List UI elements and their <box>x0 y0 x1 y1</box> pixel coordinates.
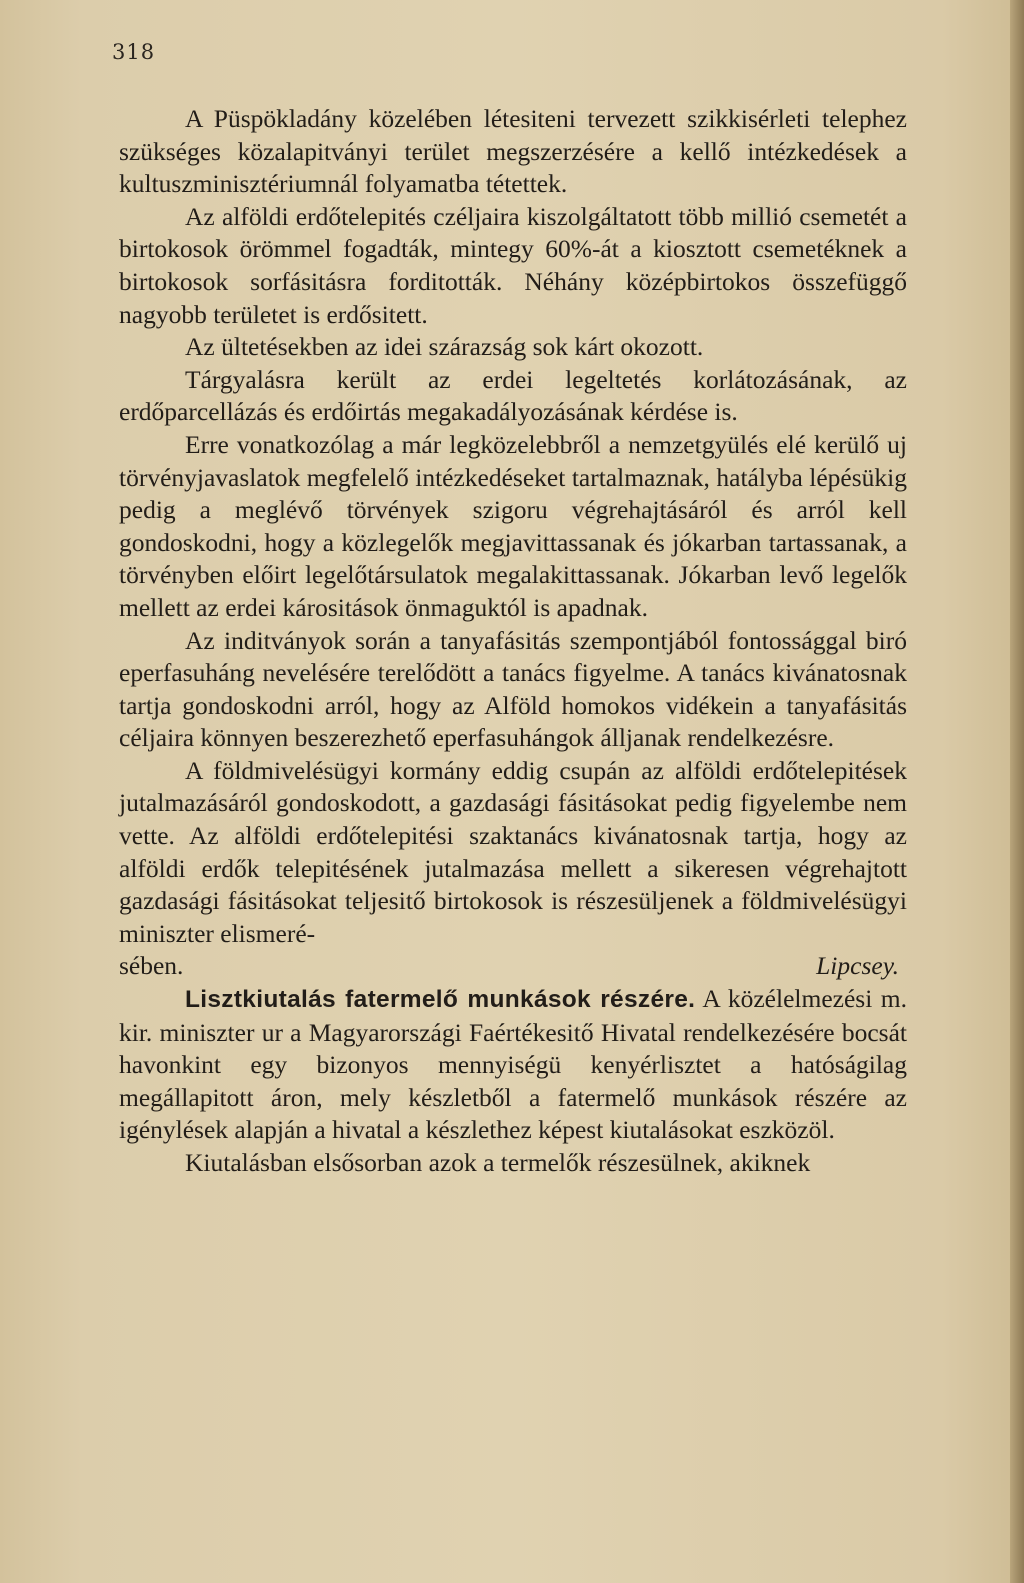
section-body: A közélelmezési m. kir. miniszter ur a Magyarországi Faértékesitő Hivatal rendelkezésére bocsát havonkint egy bizonyos mennyiségü kenyérlisztet a hatóságilag megállapitott áron, mely készletből a fatermelő munkások részére az igénylések alapján a hivatal a készlethez képest kiutalásokat eszközöl. <box>119 984 907 1145</box>
body-text <box>119 103 907 1180</box>
final-paragraph: Kiutalásban elsősorban azok a termelők részesülnek, akiknek <box>185 1148 811 1177</box>
paragraph-7-end: sében. <box>119 951 184 981</box>
paragraph-6: Az inditványok során a tanyafásitás szempontjából fontossággal biró eperfasuháng nevelésére terelődött a tanács figyelme. A tanács kivánatosnak tartja gondoskodni arról, hogy az Alföld homokos vidékein a tanyafásitás céljaira könnyen beszerezhető eperfasuhángok álljanak rendelkezésre. <box>119 625 907 753</box>
section-paragraph <box>119 983 907 1147</box>
page-number: 318 <box>112 40 156 64</box>
paragraph-4: Tárgyalásra került az erdei legeltetés korlátozásának, az erdőparcellázás és erdőirtás megakadályozásának kérdése is. <box>119 364 907 427</box>
paragraph-3: Az ültetésekben az idei szárazság sok kárt okozott. <box>185 332 704 362</box>
paragraph-5: Erre vonatkozólag a már legközelebbről a nemzetgyülés elé kerülő uj törvényjavaslatok megfelelő intézkedéseket tartalmaznak, hatályba lépésükig pedig a meglévő törvények szigoru végrehajtásáról és arról kell gondoskodni, hogy a közlegelők megjavittassanak és jókarban tartassanak, a törvényben előirt legelőtársulatok megalakittassanak. Jókarban levő legelők mellett az erdei kárositások önmaguktól is apadnak. <box>119 429 907 622</box>
paragraph-1: A Püspökladány közelében létesiteni tervezett szikkisérleti telephez szükséges közalapitványi terület megszerzésére a kellő intézkedések a kultuszminisztériumnál folyamatba tétettek. <box>119 104 907 199</box>
signature-line <box>119 950 907 983</box>
paragraph-2: Az alföldi erdőtelepités czéljaira kiszolgáltatott több millió csemetét a birtokosok örömmel fogadták, mintegy 60%-át a kiosztott csemetéknek a birtokosok sorfásitásra forditották. Néhány középbirtokos összefüggő nagyobb területet is erdősitett. <box>119 201 907 329</box>
section-heading: Lisztkiutalás fatermelő munkások részére. <box>185 986 696 1014</box>
page-edge <box>1010 0 1024 1583</box>
paragraph-7: A földmivelésügyi kormány eddig csupán az alföldi erdőtelepitések jutalmazásáról gondoskodott, a gazdasági fásitásokat pedig figyelembe nem vette. Az alföldi erdőtelepitési szaktanács kivánatosnak tartja, hogy az alföldi erdők telepitésének jutalmazása mellett a sikeresen végrehajtott gazdasági fásitásokat teljesitő birtokosok is részesüljenek a földmivelésügyi miniszter elismeré- <box>119 755 907 948</box>
author-signature: Lipcsey. <box>816 951 899 981</box>
